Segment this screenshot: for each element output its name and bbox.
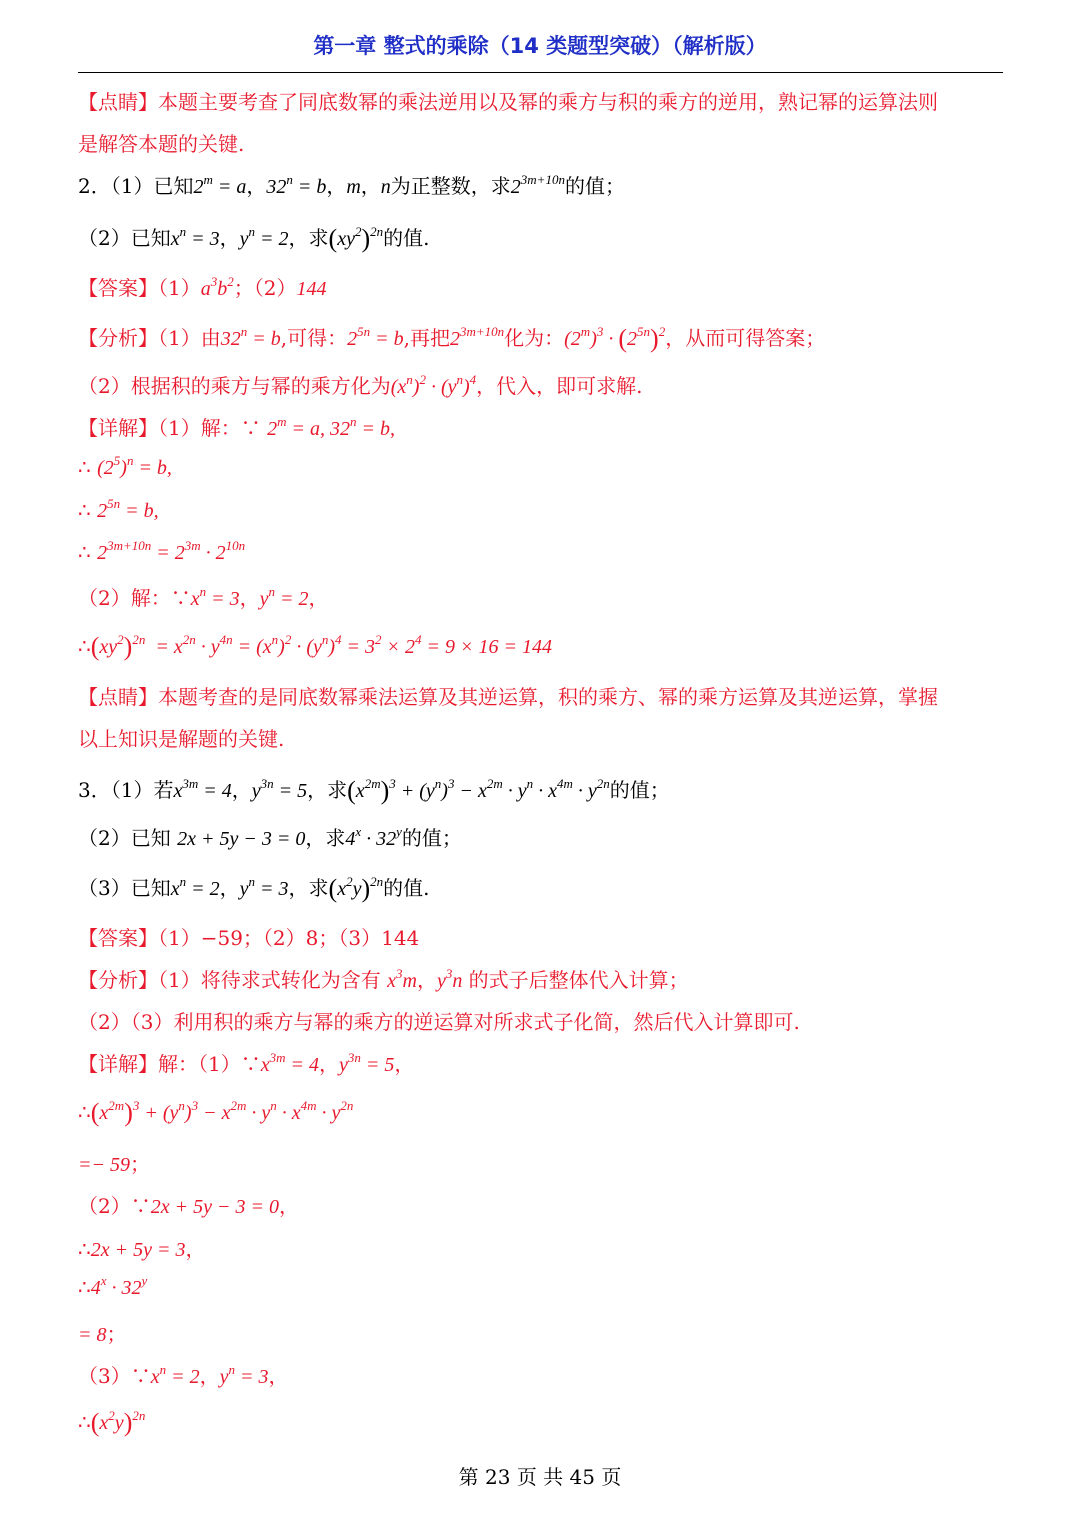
text-line-28: = 8； <box>78 1322 127 1346</box>
text-line-12: （2）解：$\because x^n = 3$，$y^n = 2$， <box>78 584 329 610</box>
text-line-26: ∴2x + 5y = 3， <box>78 1237 206 1261</box>
text-line-13: $\therefore(xy^2)^{2n} = x^{2n} \cdot y^{4n} = (x^n)^2 \cdot (y^n)^4 = 3^2 \times 2^4 = 9 \times 16 = 144$ <box>78 632 553 661</box>
text-line-2: 是解答本题的关键. <box>78 132 245 156</box>
text-line-4: （2）已知$x^n = 3$，$y^n = 2$，求$(xy^2)^{2n}$的值. <box>78 224 430 253</box>
text-line-3: 2．（1）已知$2^m = a$，$32^n = b$，m，n为正整数，求$2^{3m+10n}$的值； <box>78 172 625 198</box>
text-line-29: $(3)\because x^n = 2$，$y^n = 3$， <box>78 1362 289 1388</box>
text-line-7: （2）根据积的乘方与幂的乘方化为$(x^n)^2 \cdot (y^n)^4$，代入，即可求解. <box>78 372 643 398</box>
header-divider <box>78 72 1003 73</box>
text-line-18: （3）已知$x^n = 2$，$y^n = 3$，求$(x^2y)^{2n}$的值. <box>78 874 430 903</box>
text-line-16: 3．（1）若$x^{3m} = 4$，$y^{3n} = 5$，求$(x^{2m})^3 + (y^n)^3 - x^{2m} \cdot y^n \cdot x^{4m} \cdot y^{2n}$的值； <box>78 776 670 805</box>
text-line-25: （2）∵2x + 5y − 3 = 0， <box>78 1194 299 1218</box>
text-line-15: 以上知识是解题的关键. <box>78 727 285 751</box>
page-number: 第 23 页 共 45 页 <box>458 1465 622 1489</box>
page-header-title: 第一章 整式的乘除（14 类题型突破）（解析版） <box>313 34 767 58</box>
text-line-11: ∴ $2^{3m+10n} = 2^{3m} \cdot 2^{10n}$ <box>78 538 246 564</box>
text-line-30: $\therefore(x^2y)^{2n}$ <box>78 1408 146 1437</box>
text-line-24: =− 59； <box>78 1152 150 1176</box>
text-line-22: 【详解】解：$(1)\because x^{3m} = 4$，$y^{3n} = 5$， <box>78 1050 415 1076</box>
text-line-8: 【详解】（1）解：∵ $2^m = a$, $32^n = b$, <box>78 414 395 440</box>
text-line-10: ∴ $2^{5n} = b$, <box>78 496 159 522</box>
text-line-6: 【分析】（1）由$32^n = b$,可得：$2^{5n} = b$,再把$2^{3m+10n}$化为：$(2^m)^3 \cdot (2^{5n})^2$，从而可得答案； <box>78 324 826 353</box>
text-line-9: ∴ $(2^5)^n = b$, <box>78 453 172 479</box>
text-line-1: 【点睛】本题主要考查了同底数幂的乘法逆用以及幂的乘方与积的乘方的逆用，熟记幂的运算法则 <box>78 90 938 114</box>
text-line-19: 【答案】（1）−59；（2）8；（3）144 <box>78 926 420 950</box>
text-line-20: 【分析】（1）将待求式转化为含有 $x^3m$，$y^3n$ 的式子后整体代入计算； <box>78 966 689 992</box>
text-line-14: 【点睛】本题考查的是同底数幂乘法运算及其逆运算，积的乘方、幂的乘方运算及其逆运算，掌握 <box>78 685 938 709</box>
text-line-23: $\therefore(x^{2m})^3 + (y^n)^3 - x^{2m} \cdot y^n \cdot x^{4m} \cdot y^{2n}$ <box>78 1098 354 1127</box>
text-line-21: （2）（3）利用积的乘方与幂的乘方的逆运算对所求式子化简，然后代入计算即可. <box>78 1010 800 1034</box>
text-line-27: $\therefore 4^x \cdot 32^y$ <box>78 1273 148 1299</box>
text-line-5: 【答案】$(1)a^3b^2$；（2）144 <box>78 274 327 300</box>
text-line-17: （2）已知 2x + 5y − 3 = 0，求$4^x \cdot 32^y$的值； <box>78 824 462 850</box>
